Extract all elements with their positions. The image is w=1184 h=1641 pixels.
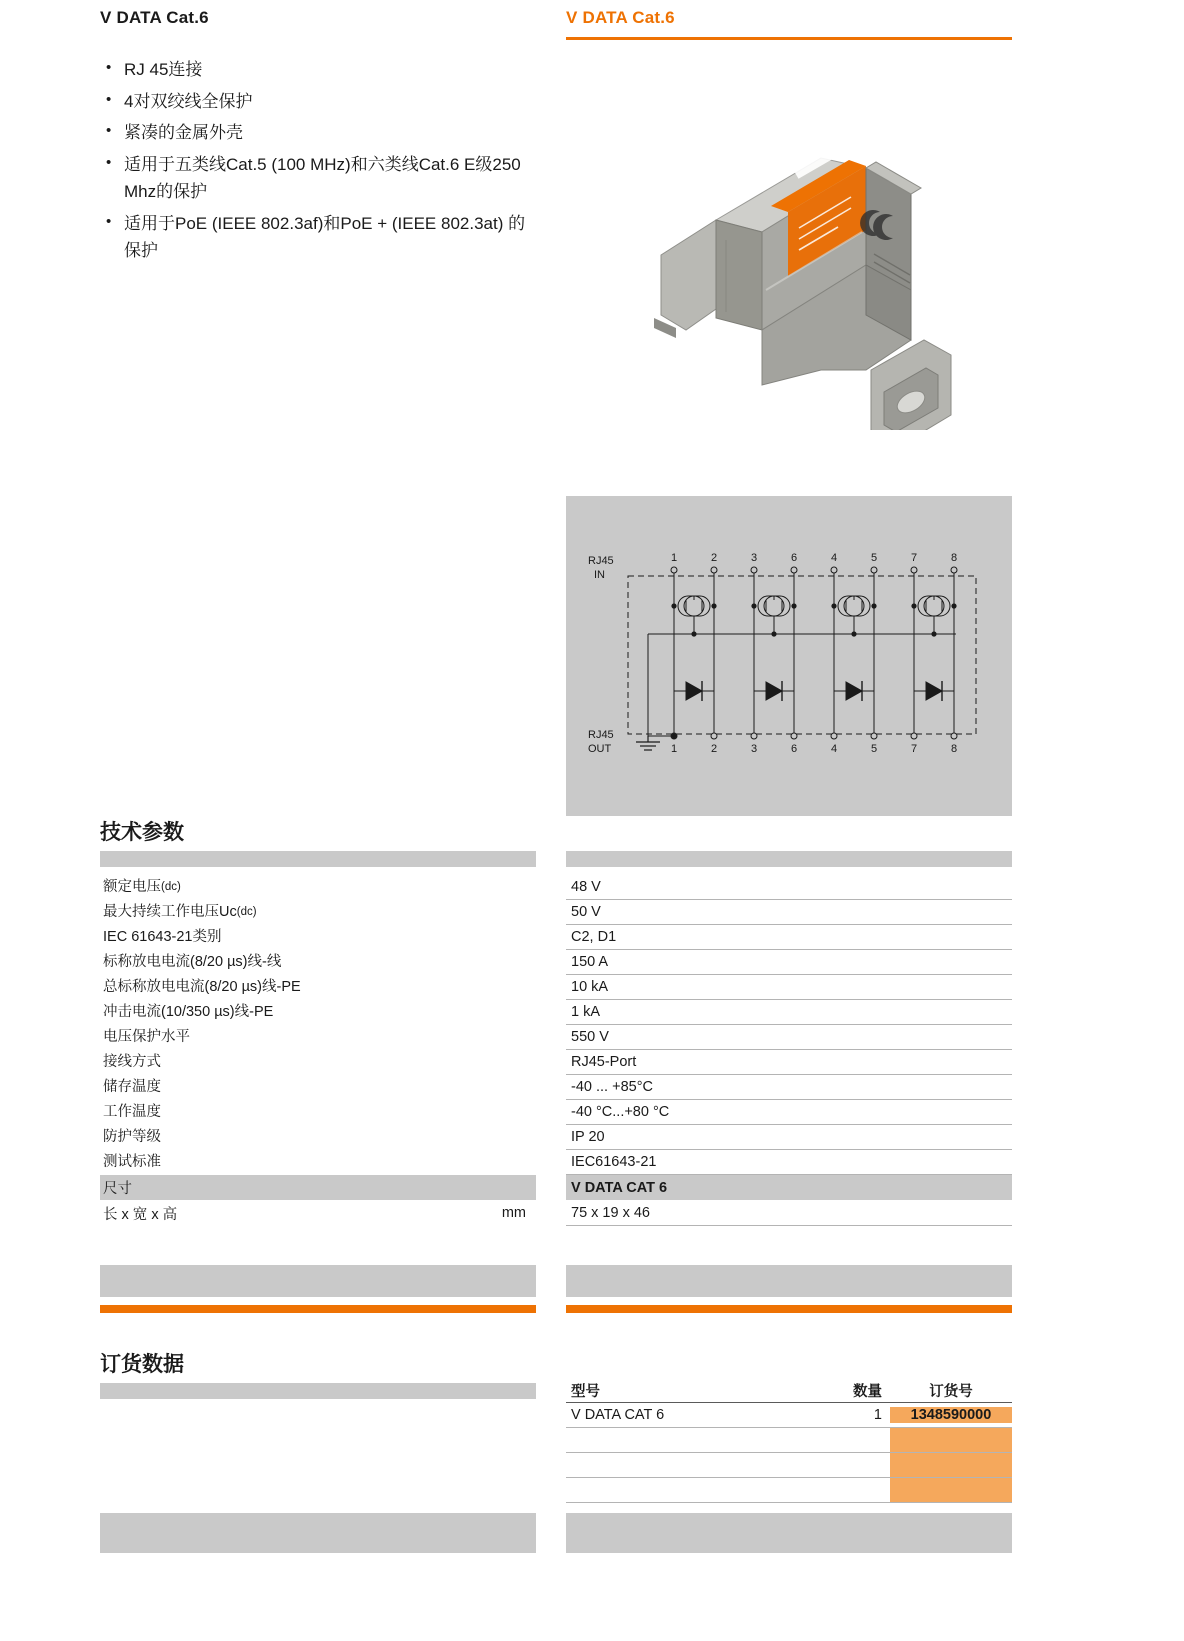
list-item xyxy=(100,56,536,84)
list-item xyxy=(100,210,536,265)
dimensions-header-right: V DATA CAT 6 xyxy=(566,1175,1012,1200)
svg-text:7: 7 xyxy=(910,552,918,564)
svg-text:2: 2 xyxy=(710,743,718,755)
order-cell-qty: 1 xyxy=(873,1407,882,1423)
spec-labels xyxy=(100,875,536,1226)
left-column xyxy=(100,0,536,269)
order-cell-type-empty xyxy=(566,1478,828,1502)
order-cell-number-empty xyxy=(890,1453,1012,1477)
feature-text: 适用于五类线Cat.5 (100 MHz)和六类线Cat.6 E级250 Mhz的保护 xyxy=(124,154,521,202)
feature-text: 适用于PoE (IEEE 802.3af)和PoE + (IEEE 802.3at) 的保护 xyxy=(124,213,526,261)
svg-text:3: 3 xyxy=(750,552,758,564)
order-footer-bar-right xyxy=(566,1513,1012,1553)
spec-orange-rule-left xyxy=(100,1305,536,1313)
svg-text:1: 1 xyxy=(670,552,678,564)
order-bar-left xyxy=(100,1383,536,1399)
svg-text:5: 5 xyxy=(870,743,878,755)
list-item xyxy=(100,88,536,116)
spec-value-row: -40 °C...+80 °C xyxy=(566,1100,1012,1125)
spec-label: 接线方式 xyxy=(103,1054,161,1071)
svg-text:6: 6 xyxy=(790,552,798,564)
spec-label-row xyxy=(100,900,536,925)
dimensions-value: 75 x 19 x 46 xyxy=(566,1200,1012,1226)
spec-label: 储存温度 xyxy=(103,1079,161,1096)
spec-label: 标称放电电流(8/20 µs)线-线 xyxy=(103,954,282,971)
tech-spec-heading: 技术参数 xyxy=(100,821,184,844)
svg-text:4: 4 xyxy=(830,552,838,564)
spec-value-row: 48 V xyxy=(566,875,1012,900)
spec-label-row xyxy=(100,925,536,950)
spec-label: IEC 61643-21类别 xyxy=(103,929,222,946)
order-table xyxy=(566,1378,1012,1503)
spec-orange-rule-right xyxy=(566,1305,1012,1313)
spec-label-row xyxy=(100,950,536,975)
product-photo xyxy=(566,40,1012,430)
spec-label-row xyxy=(100,1000,536,1025)
svg-text:6: 6 xyxy=(790,743,798,755)
order-cell-number-empty xyxy=(890,1428,1012,1452)
spec-label: 防护等级 xyxy=(103,1129,161,1146)
svg-text:8: 8 xyxy=(950,552,958,564)
circuit-schematic xyxy=(566,496,1012,816)
spec-value-row: C2, D1 xyxy=(566,925,1012,950)
spec-label-sub: (dc) xyxy=(161,880,181,893)
product-image xyxy=(566,40,1012,430)
feature-text: 紧凑的金属外壳 xyxy=(124,123,243,143)
schematic-label-out-2: OUT xyxy=(588,743,612,755)
order-cell-qty-empty xyxy=(828,1453,890,1477)
schematic-drawing xyxy=(566,496,1012,816)
spec-value-row: IP 20 xyxy=(566,1125,1012,1150)
list-item xyxy=(100,151,536,206)
svg-text:4: 4 xyxy=(830,743,838,755)
bullet-icon: • xyxy=(106,59,112,76)
spec-value-row: 1 kA xyxy=(566,1000,1012,1025)
spec-value-row: RJ45-Port xyxy=(566,1050,1012,1075)
dimensions-row-left xyxy=(100,1200,536,1226)
spec-value-row: -40 ... +85°C xyxy=(566,1075,1012,1100)
table-row[interactable] xyxy=(566,1403,1012,1428)
svg-text:5: 5 xyxy=(870,552,878,564)
svg-text:1: 1 xyxy=(670,743,678,755)
svg-text:3: 3 xyxy=(750,743,758,755)
spec-label-row xyxy=(100,1100,536,1125)
spec-label: 工作温度 xyxy=(103,1104,161,1121)
bullet-icon: • xyxy=(106,153,112,171)
order-data-heading: 订货数据 xyxy=(100,1353,184,1376)
order-cell-type-empty xyxy=(566,1428,828,1452)
spec-label-sub: (dc) xyxy=(236,905,257,918)
order-table-header xyxy=(566,1378,1012,1403)
spec-label-row xyxy=(100,1150,536,1175)
page-title-right: V DATA Cat.6 xyxy=(566,8,675,27)
schematic-label-out-1: RJ45 xyxy=(588,729,614,741)
list-item xyxy=(100,119,536,147)
spec-footer-bar-right xyxy=(566,1265,1012,1297)
svg-text:2: 2 xyxy=(710,552,718,564)
table-row-empty xyxy=(566,1453,1012,1478)
svg-text:8: 8 xyxy=(950,743,958,755)
spec-footer-bar-left xyxy=(100,1265,536,1297)
feature-text: 4对双绞线全保护 xyxy=(124,91,253,111)
order-cell-type-empty xyxy=(566,1453,828,1477)
spec-label: 电压保护水平 xyxy=(103,1029,190,1046)
feature-list xyxy=(100,56,536,265)
feature-text: RJ 45连接 xyxy=(124,60,203,79)
spec-value-row: IEC61643-21 xyxy=(566,1150,1012,1175)
dimensions-unit: mm xyxy=(501,1205,526,1221)
schematic-label-in-2: IN xyxy=(594,569,605,581)
bullet-icon: • xyxy=(106,90,112,108)
order-header-type: 型号 xyxy=(571,1383,600,1400)
tech-spec-bar-left xyxy=(100,851,536,867)
spec-label: 总标称放电电流(8/20 µs)线-PE xyxy=(103,979,301,996)
bullet-icon: • xyxy=(106,212,112,230)
table-row-empty xyxy=(566,1428,1012,1453)
spec-label-row xyxy=(100,975,536,1000)
spec-values xyxy=(566,875,1012,1226)
schematic-label-in-1: RJ45 xyxy=(588,555,614,567)
spec-label-row xyxy=(100,1050,536,1075)
bullet-icon: • xyxy=(106,122,112,140)
order-cell-number: 1348590000 xyxy=(890,1407,1012,1423)
spec-label: 最大持续工作电压Uc xyxy=(103,904,237,921)
page-title-left: V DATA Cat.6 xyxy=(100,8,209,27)
spec-label: 额定电压 xyxy=(103,879,161,896)
order-cell-qty-empty xyxy=(828,1428,890,1452)
tech-spec-bar-right xyxy=(566,851,1012,867)
spec-label-row xyxy=(100,1125,536,1150)
spec-label-row xyxy=(100,875,536,900)
spec-label: 测试标准 xyxy=(103,1154,161,1171)
spec-value-row: 10 kA xyxy=(566,975,1012,1000)
spec-value-row: 50 V xyxy=(566,900,1012,925)
right-column xyxy=(566,0,1012,430)
svg-text:7: 7 xyxy=(910,743,918,755)
order-cell-type: V DATA CAT 6 xyxy=(571,1407,665,1423)
order-footer-bar-left xyxy=(100,1513,536,1553)
spec-value-row: 550 V xyxy=(566,1025,1012,1050)
dimensions-label: 长 x 宽 x 高 xyxy=(103,1206,178,1223)
spec-value-row: 150 A xyxy=(566,950,1012,975)
spec-label-row xyxy=(100,1075,536,1100)
spec-label-row xyxy=(100,1025,536,1050)
spec-label: 冲击电流(10/350 µs)线-PE xyxy=(103,1004,274,1021)
dimensions-header-left: 尺寸 xyxy=(100,1175,536,1200)
table-row-empty xyxy=(566,1478,1012,1503)
order-header-qty: 数量 xyxy=(853,1383,882,1400)
order-cell-qty-empty xyxy=(828,1478,890,1502)
order-cell-number-empty xyxy=(890,1478,1012,1502)
order-header-number: 订货号 xyxy=(890,1380,1012,1401)
